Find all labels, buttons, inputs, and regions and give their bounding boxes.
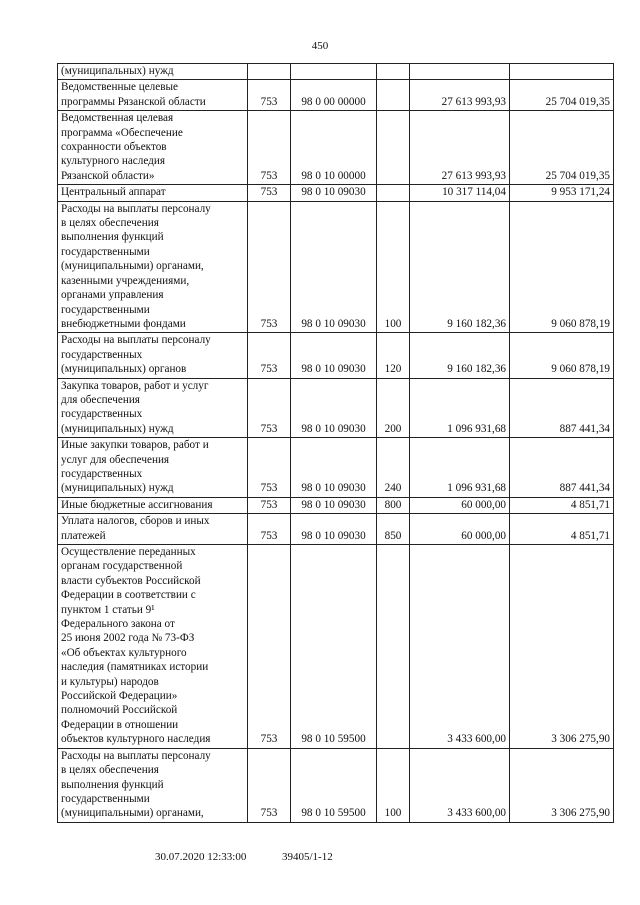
table-row: [58, 111, 614, 185]
row-sum2-cell: [510, 64, 614, 80]
row-csr-cell: 98 0 10 59500: [291, 748, 377, 822]
row-csr-cell: 98 0 00 00000: [291, 80, 377, 111]
table-row: [58, 497, 614, 513]
row-name-cell: (муниципальных) нужд: [58, 64, 248, 80]
row-csr-cell: [291, 64, 377, 80]
table-row: [58, 185, 614, 201]
row-sum1-cell: 9 160 182,36: [410, 333, 510, 378]
row-vr-cell: 100: [377, 201, 410, 333]
row-sum2-cell: 9 953 171,24: [510, 185, 614, 201]
row-sum2-cell: 25 704 019,35: [510, 80, 614, 111]
table-row: [58, 748, 614, 822]
row-name-cell: Осуществление переданных органам государственной власти субъектов Российской Федерации в соответствии с пунктом 1 статьи 9¹ Федерального закона от 25 июня 2002 года № 73-ФЗ «Об объектах культурного наследия (памятниках истории и культуры) народов Российской Федерации» полномочий Российской Федерации в отношении объектов культурного наследия: [58, 545, 248, 749]
row-code-cell: 753: [248, 111, 291, 185]
table-row: [58, 64, 614, 80]
row-name-cell: Закупка товаров, работ и услуг для обеспечения государственных (муниципальных) нужд: [58, 378, 248, 438]
row-name-cell: Расходы на выплаты персоналу в целях обеспечения выполнения функций государственными (муниципальными) органами, казенными учреждениями, органами управления государственными внебюджетными фондами: [58, 201, 248, 333]
row-csr-cell: 98 0 10 09030: [291, 185, 377, 201]
row-sum1-cell: [410, 64, 510, 80]
row-name-cell: Иные бюджетные ассигнования: [58, 497, 248, 513]
row-sum1-cell: 1 096 931,68: [410, 438, 510, 498]
row-sum2-cell: 887 441,34: [510, 438, 614, 498]
row-vr-cell: 100: [377, 748, 410, 822]
row-vr-cell: [377, 545, 410, 749]
row-sum1-cell: 10 317 114,04: [410, 185, 510, 201]
row-sum2-cell: 9 060 878,19: [510, 333, 614, 378]
row-vr-cell: [377, 111, 410, 185]
table-row: [58, 333, 614, 378]
row-name-cell: Расходы на выплаты персоналу государственных (муниципальных) органов: [58, 333, 248, 378]
row-name-cell: Центральный аппарат: [58, 185, 248, 201]
table-row: [58, 201, 614, 333]
row-sum1-cell: 3 433 600,00: [410, 748, 510, 822]
row-vr-cell: 120: [377, 333, 410, 378]
row-sum2-cell: 4 851,71: [510, 497, 614, 513]
row-code-cell: 753: [248, 748, 291, 822]
row-vr-cell: 850: [377, 514, 410, 545]
table-row: [58, 514, 614, 545]
footer-doc-id: 39405/1-12: [282, 851, 333, 863]
table-row: [58, 545, 614, 749]
row-vr-cell: 800: [377, 497, 410, 513]
row-csr-cell: 98 0 10 09030: [291, 514, 377, 545]
budget-table: [57, 63, 614, 823]
row-csr-cell: 98 0 10 09030: [291, 333, 377, 378]
row-sum1-cell: 60 000,00: [410, 514, 510, 545]
row-csr-cell: 98 0 10 00000: [291, 111, 377, 185]
footer-datetime: 30.07.2020 12:33:00: [155, 851, 247, 863]
row-csr-cell: 98 0 10 09030: [291, 378, 377, 438]
row-sum1-cell: 27 613 993,93: [410, 111, 510, 185]
row-code-cell: 753: [248, 438, 291, 498]
page-number: 450: [311, 40, 329, 52]
row-code-cell: 753: [248, 497, 291, 513]
row-vr-cell: [377, 80, 410, 111]
row-vr-cell: 240: [377, 438, 410, 498]
row-sum1-cell: 27 613 993,93: [410, 80, 510, 111]
row-code-cell: 753: [248, 80, 291, 111]
row-code-cell: 753: [248, 333, 291, 378]
row-csr-cell: 98 0 10 09030: [291, 438, 377, 498]
row-code-cell: [248, 64, 291, 80]
table-row: [58, 80, 614, 111]
row-code-cell: 753: [248, 185, 291, 201]
row-name-cell: Ведомственная целевая программа «Обеспечение сохранности объектов культурного наследия Рязанской области»: [58, 111, 248, 185]
row-vr-cell: [377, 64, 410, 80]
row-vr-cell: [377, 185, 410, 201]
row-sum1-cell: 60 000,00: [410, 497, 510, 513]
row-name-cell: Расходы на выплаты персоналу в целях обеспечения выполнения функций государственными (муниципальными) органами,: [58, 748, 248, 822]
row-name-cell: Уплата налогов, сборов и иных платежей: [58, 514, 248, 545]
table-row: [58, 378, 614, 438]
row-csr-cell: 98 0 10 09030: [291, 497, 377, 513]
row-csr-cell: 98 0 10 59500: [291, 545, 377, 749]
row-csr-cell: 98 0 10 09030: [291, 201, 377, 333]
row-sum1-cell: 9 160 182,36: [410, 201, 510, 333]
row-sum2-cell: 25 704 019,35: [510, 111, 614, 185]
row-code-cell: 753: [248, 378, 291, 438]
row-sum2-cell: 4 851,71: [510, 514, 614, 545]
row-name-cell: Иные закупки товаров, работ и услуг для обеспечения государственных (муниципальных) нужд: [58, 438, 248, 498]
row-sum2-cell: 887 441,34: [510, 378, 614, 438]
row-name-cell: Ведомственные целевые программы Рязанской области: [58, 80, 248, 111]
row-sum2-cell: 9 060 878,19: [510, 201, 614, 333]
table-row: [58, 438, 614, 498]
row-code-cell: 753: [248, 514, 291, 545]
row-sum2-cell: 3 306 275,90: [510, 748, 614, 822]
row-sum1-cell: 1 096 931,68: [410, 378, 510, 438]
row-sum2-cell: 3 306 275,90: [510, 545, 614, 749]
row-code-cell: 753: [248, 201, 291, 333]
row-code-cell: 753: [248, 545, 291, 749]
row-sum1-cell: 3 433 600,00: [410, 545, 510, 749]
row-vr-cell: 200: [377, 378, 410, 438]
